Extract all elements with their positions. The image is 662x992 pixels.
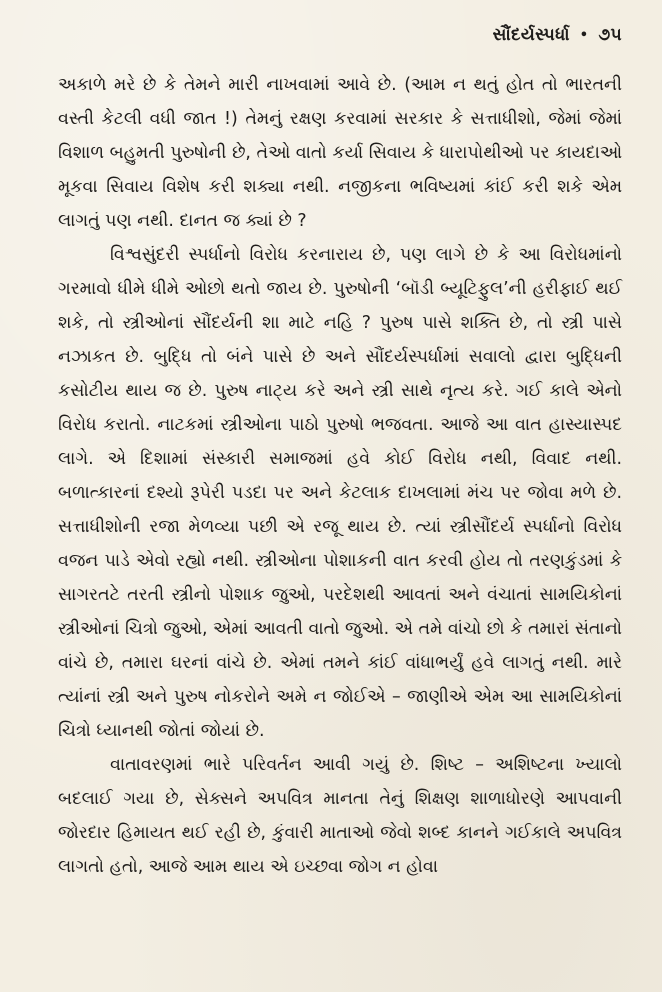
page-number: ૭૫ xyxy=(598,25,622,45)
running-header xyxy=(58,22,622,48)
paragraph-continued: અકાળે મરે છે કે તેમને મારી નાખવામાં આવે છે. (આમ ન થતું હોત તો ભારતની વસ્તી કેટલી વધી જાત !) તેમનું રક્ષણ કરવામાં સરકાર કે સત્તાધીશો, જેમાં જેમાં વિશાળ બહુમતી પુરુષોની છે, તેઓ વાતો કર્યા સિવાય કે ધારાપોથીઓ પર કાયદાઓ મૂકવા સિવાય વિશેષ કરી શક્યા નથી. નજીકના ભવિષ્યમાં કાંઈ કરી શકે એમ લાગતું પણ નથી. દાનત જ ક્યાં છે ? xyxy=(58,75,622,231)
page-body xyxy=(58,68,622,884)
paragraph-environment-change: વાતાવરણમાં ભારે પરિવર્તન આવી ગયું છે. શિષ્ટ – અશિષ્ટના ખ્યાલો બદલાઈ ગયા છે, સેક્સને અપવિત્ર માનતા તેનું શિક્ષણ શાળાધોરણે આપવાની જોરદાર હિમાયત થઈ રહી છે, કુંવારી માતાઓ જેવો શબ્દ કાનને ગઈકાલે અપવિત્ર લાગતો હતો, આજે આમ થાય એ ઇચ્છવા જોગ ન હોવા xyxy=(58,755,622,877)
paragraph-beauty-contest: વિશ્વસુંદરી સ્પર્ધાનો વિરોધ કરનારાય છે, પણ લાગે છે કે આ વિરોધમાંનો ગરમાવો ધીમે ધીમે ઓછો થતો જાય છે. પુરુષોની ‘બૉડી બ્યૂટિફુલ’ની હરીફાઈ થઈ શકે, તો સ્ત્રીઓનાં સૌંદર્યની શા માટે નહિ ? પુરુષ પાસે શક્તિ છે, તો સ્ત્રી પાસે નઝાકત છે. બુદ્ધિ તો બંને પાસે છે અને સૌંદર્યસ્પર્ધામાં સવાલો દ્વારા બુદ્ધિની કસોટીય થાય જ છે. પુરુષ નાટ્ય કરે અને સ્ત્રી સાથે નૃત્ય કરે. ગઈ કાલે એનો વિરોધ કરાતો. નાટકમાં સ્ત્રીઓના પાઠો પુરુષો ભજવતા. આજે આ વાત હાસ્યાસ્પદ લાગે. એ દિશામાં સંસ્કારી સમાજમાં હવે કોઈ વિરોધ નથી, વિવાદ નથી. બળાત્કારનાં દશ્યો રૂપેરી પડદા પર અને કેટલાક દાખલામાં મંચ પર જોવા મળે છે. સત્તાધીશોની રજા મેળવ્યા પછી એ રજૂ થાય છે. ત્યાં સ્ત્રીસૌંદર્ય સ્પર્ધાનો વિરોધ વજન પાડે એવો રહ્યો નથી. સ્ત્રીઓના પોશાકની વાત કરવી હોય તો તરણકુંડમાં કે સાગરતટે તરતી સ્ત્રીનો પોશાક જુઓ, પરદેશથી આવતાં અને વંચાતાં સામયિકોનાં સ્ત્રીઓનાં ચિત્રો જુઓ, એમાં આવતી વાતો જુઓ. એ તમે વાંચો છો કે તમારાં સંતાનો વાંચે છે, તમારા ઘરનાં વાંચે છે. એમાં તમને કાંઈ વાંધાભર્યું હવે લાગતું નથી. મારે ત્યાંનાં સ્ત્રી અને પુરુષ નોકરોને અમે ન જોઈએ – જાણીએ એમ આ સામયિકોનાં ચિત્રો ધ્યાનથી જોતાં જોયાં છે. xyxy=(58,245,622,741)
header-separator: • xyxy=(579,27,589,43)
chapter-title: સૌંદર્યસ્પર્ધા xyxy=(492,25,570,45)
